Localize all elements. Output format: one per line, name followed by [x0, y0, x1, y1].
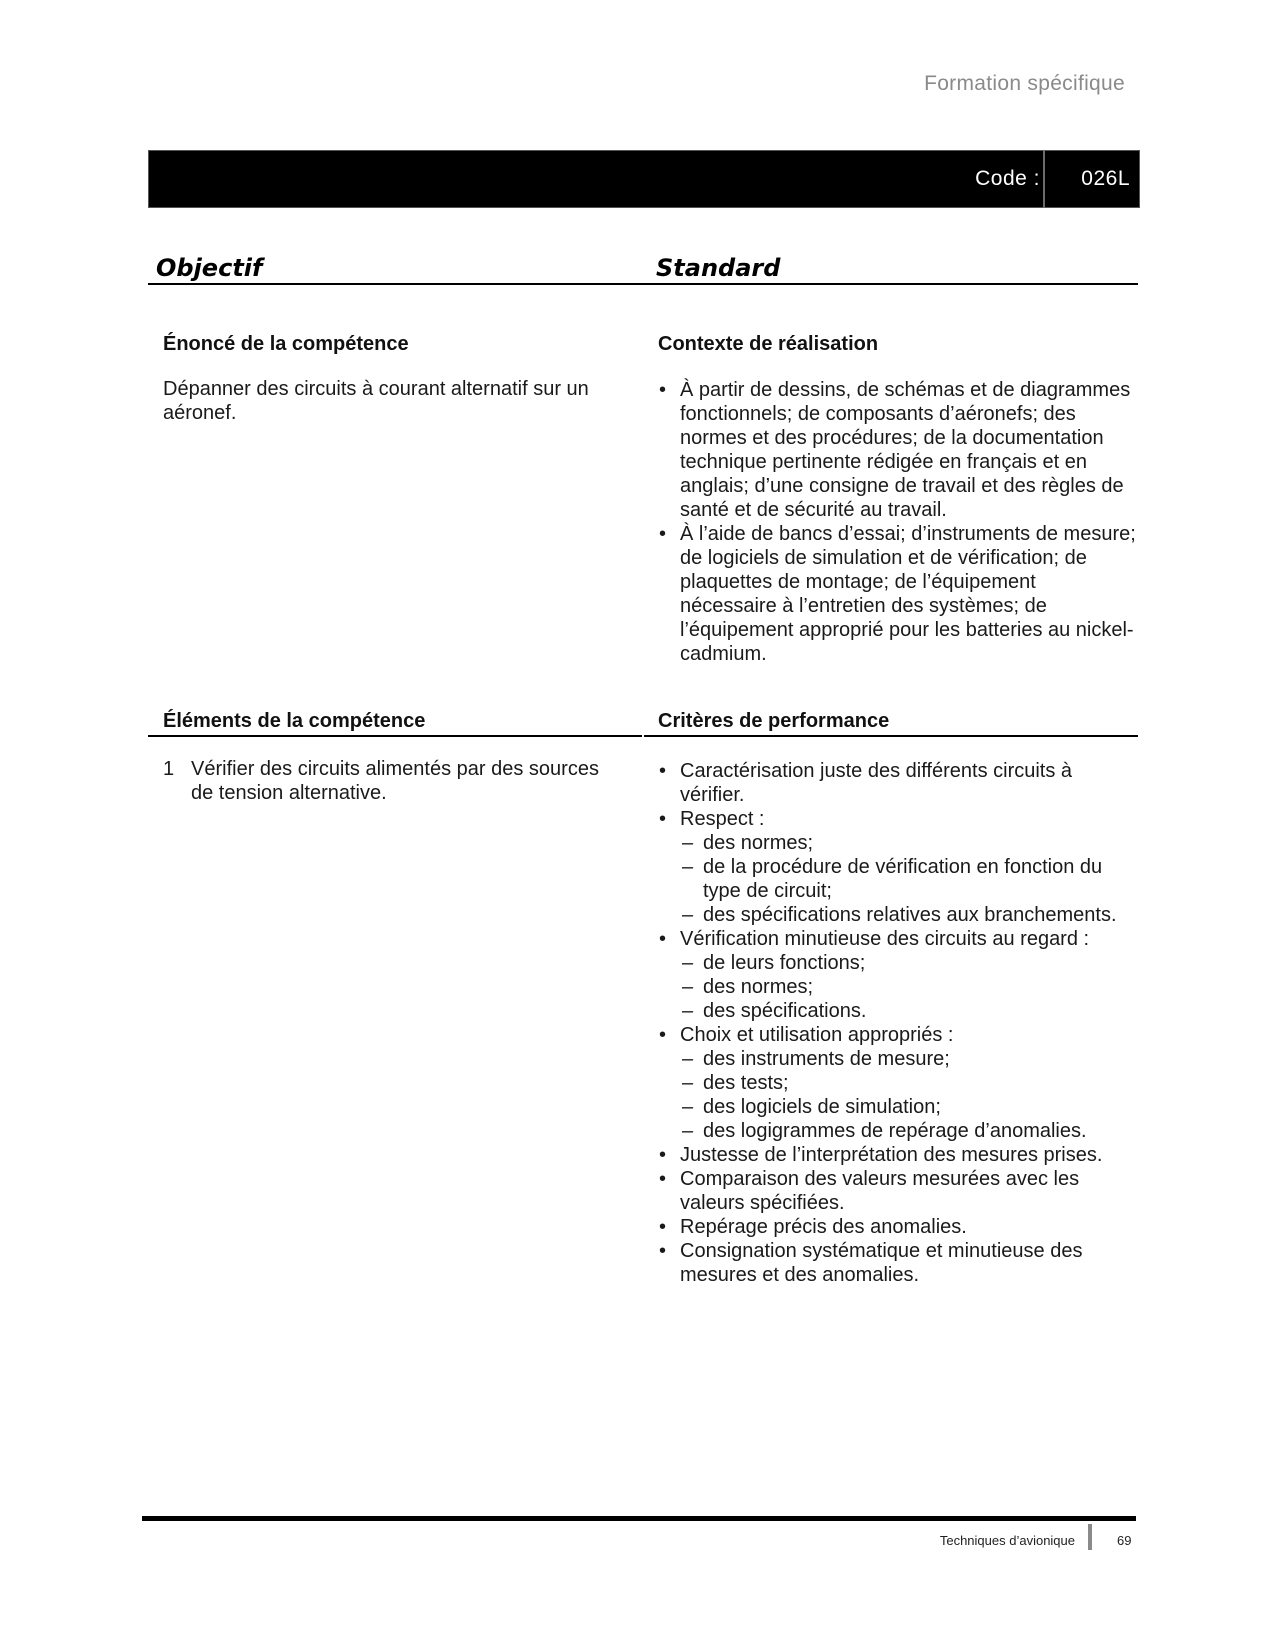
critere-text: Respect : [680, 808, 765, 830]
list-item [658, 759, 1138, 807]
sub-list [680, 951, 1138, 1023]
list-item [658, 807, 1138, 927]
sub-list [680, 831, 1138, 927]
list-item [658, 1023, 1138, 1143]
critere-text: Repérage précis des anomalies. [680, 1216, 967, 1238]
code-label: Code : [975, 167, 1040, 190]
contexte-heading: Contexte de réalisation [658, 333, 879, 355]
element-item [163, 757, 623, 805]
criteres-heading-rule [644, 735, 1138, 737]
criteres-list [658, 759, 1138, 1287]
enonce-text: Dépanner des circuits à courant alternatif sur un aéronef. [163, 378, 589, 424]
list-item: • À partir de dessins, de schémas et de diagrammes fonctionnels; de composants d’aéronefs; des normes et des procédures; de la documentation technique pertinente rédigée en français et en anglais; d’une consigne de travail et des règles de santé et de sécurité au travail. [658, 378, 1138, 522]
footer-rule [142, 1516, 1136, 1521]
critere-text: Consignation systématique et minutieuse des mesures et des anomalies. [680, 1240, 1083, 1286]
critere-text: Choix et utilisation appropriés : [680, 1024, 954, 1046]
contexte-bullets [658, 378, 1138, 666]
sub-list-item: – des logigrammes de repérage d’anomalies. [680, 1119, 1138, 1143]
critere-text: Vérification minutieuse des circuits au regard : [680, 928, 1090, 950]
elements-heading-rule [148, 735, 642, 737]
objectif-heading: Objectif [156, 254, 263, 282]
sub-list-item: – de leurs fonctions; [680, 951, 1138, 975]
element-text: Vérifier des circuits alimentés par des sources de tension alternative. [191, 758, 599, 804]
sub-list [680, 1047, 1138, 1143]
sub-list-item: – des normes; [680, 831, 1138, 855]
elements-heading: Éléments de la compétence [163, 710, 426, 732]
sub-list-item: – des normes; [680, 975, 1138, 999]
standard-heading: Standard [656, 254, 781, 282]
code-value: 026L [1081, 167, 1130, 190]
contexte-list [658, 378, 1138, 666]
list-item [658, 927, 1138, 1023]
critere-text: Caractérisation juste des différents circuits à vérifier. [680, 760, 1073, 806]
list-item [658, 1239, 1138, 1287]
list-item [658, 1143, 1138, 1167]
page-number: 69 [1117, 1533, 1132, 1548]
sub-list-item: – des logiciels de simulation; [680, 1095, 1138, 1119]
list-item [658, 1215, 1138, 1239]
list-item: • À l’aide de bancs d’essai; d’instruments de mesure; de logiciels de simulation et de vérification; de plaquettes de montage; de l’équipement nécessaire à l’entretien des systèmes; de l’équipement approprié pour les batteries au nickel-cadmium. [658, 522, 1138, 666]
criteres-bullets [658, 759, 1138, 1287]
critere-text: Justesse de l’interprétation des mesures prises. [680, 1144, 1103, 1166]
enonce-heading: Énoncé de la compétence [163, 333, 409, 355]
footer-title: Techniques d’avionique [939, 1533, 1075, 1548]
sub-list-item: – des spécifications relatives aux branchements. [680, 903, 1138, 927]
list-item [658, 1167, 1138, 1215]
footer-separator [1088, 1524, 1092, 1550]
sub-list-item: – des tests; [680, 1071, 1138, 1095]
sub-list-item: – des spécifications. [680, 999, 1138, 1023]
code-bar [148, 150, 1140, 208]
elements-list [163, 757, 623, 805]
code-separator [1043, 150, 1045, 208]
sub-list-item: – de la procédure de vérification en fonction du type de circuit; [680, 855, 1138, 903]
critere-text: Comparaison des valeurs mesurées avec les valeurs spécifiées. [680, 1168, 1080, 1214]
sub-list-item: – des instruments de mesure; [680, 1047, 1138, 1071]
criteres-heading: Critères de performance [658, 710, 890, 732]
running-head: Formation spécifique [924, 72, 1125, 95]
element-number: 1 [163, 758, 175, 780]
column-heading-rule [148, 283, 1138, 285]
